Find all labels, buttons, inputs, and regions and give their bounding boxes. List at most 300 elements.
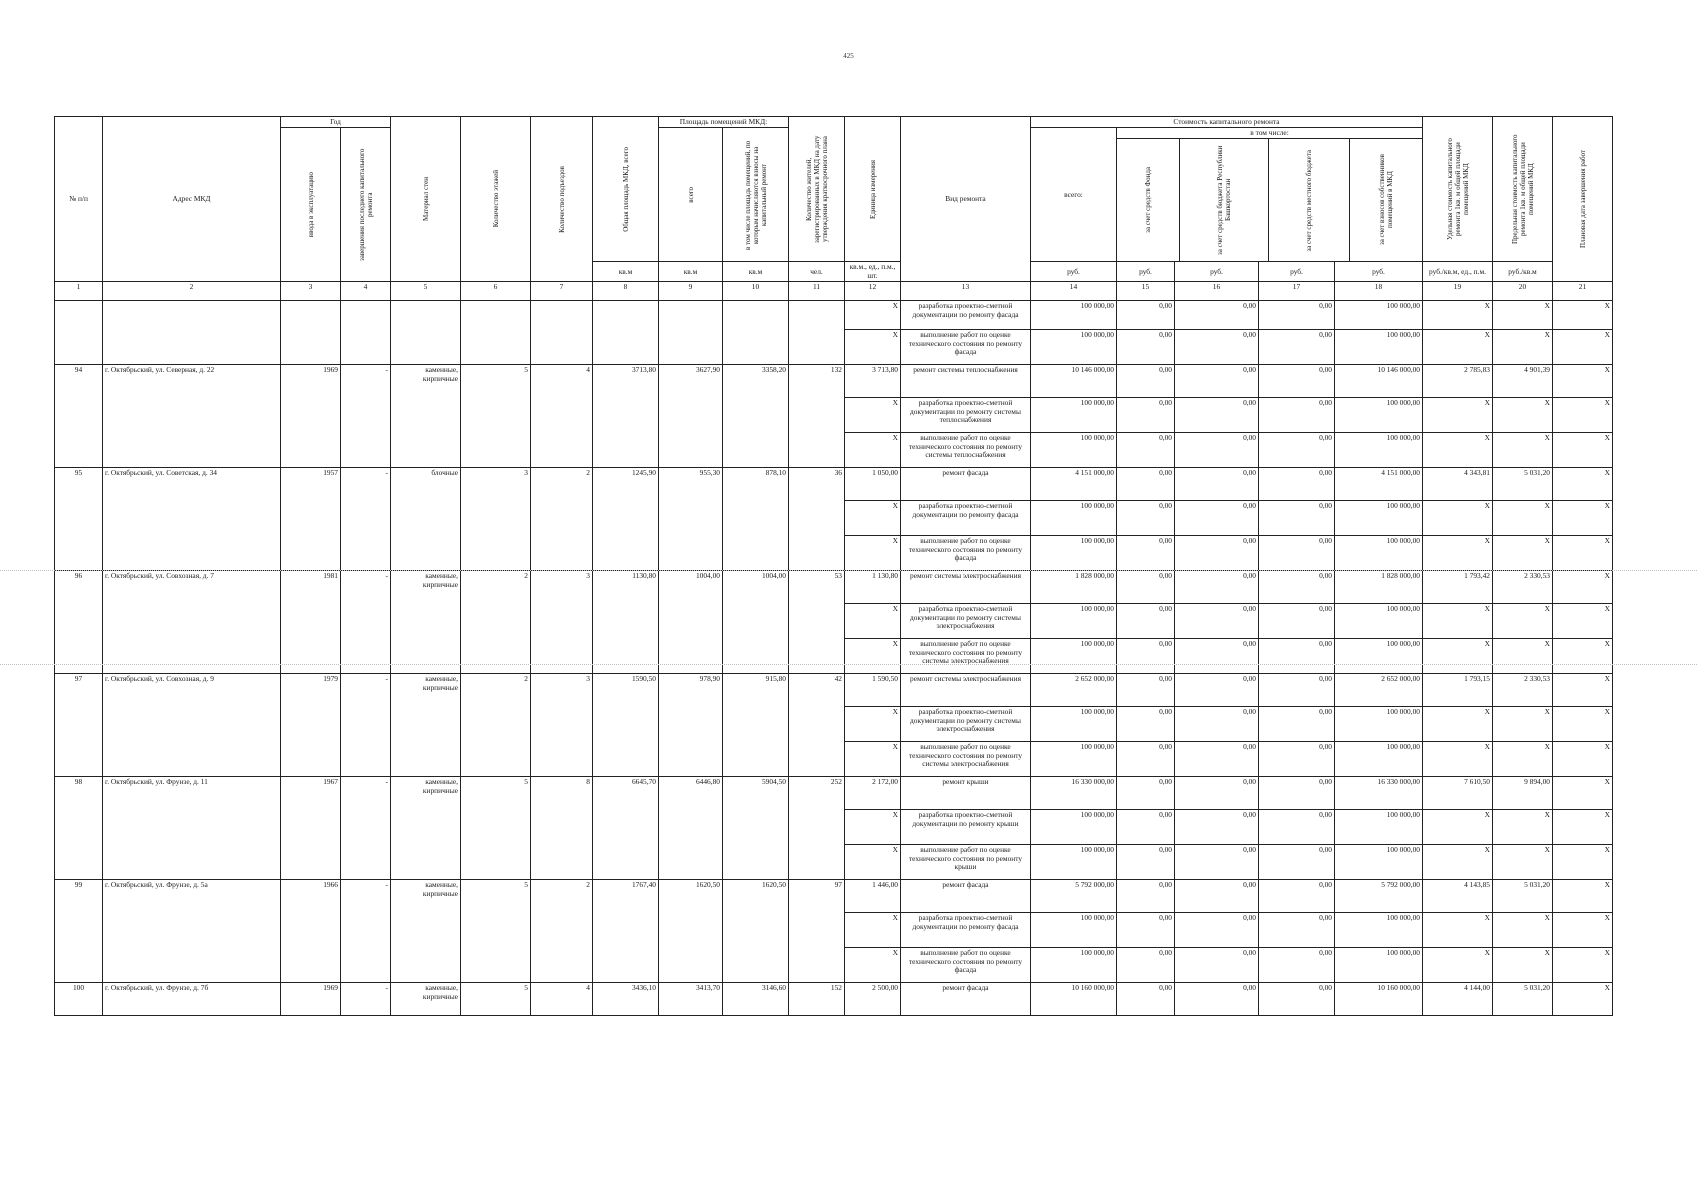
header-c21: Плановая дата завершения работ <box>1553 117 1613 282</box>
column-number: 20 <box>1493 282 1553 301</box>
cost-total: 4 151 000,00 <box>1031 468 1117 501</box>
premises-area: 955,30 <box>659 468 723 571</box>
repair-type: разработка проектно-сметной документации по ремонту системы теплоснабжения <box>901 398 1031 433</box>
completion-date: X <box>1553 301 1613 330</box>
specific-cost: X <box>1423 810 1493 845</box>
limit-cost: X <box>1493 433 1553 468</box>
completion-date: X <box>1553 913 1613 948</box>
entrances: 2 <box>531 468 593 571</box>
cost-local-budget: 0,00 <box>1259 777 1335 810</box>
limit-cost: X <box>1493 913 1553 948</box>
cost-owners: 100 000,00 <box>1335 707 1423 742</box>
fee-area: 878,10 <box>723 468 789 571</box>
completion-date: X <box>1553 845 1613 880</box>
total-area: 1130,80 <box>593 571 659 674</box>
repair-type: ремонт системы электроснабжения <box>901 674 1031 707</box>
unit-value: X <box>845 639 901 674</box>
unit-value: 1 446,00 <box>845 880 901 913</box>
wall-material: каменные, кирпичные <box>391 365 461 468</box>
header-c16: за счет средств бюджета Республики Башкортостан <box>1216 145 1232 256</box>
header-area-group: Площадь помещений МКД: <box>659 117 789 128</box>
capital-repair-table <box>54 116 1613 1016</box>
column-number: 6 <box>461 282 531 301</box>
completion-date: X <box>1553 433 1613 468</box>
limit-cost: 2 330,53 <box>1493 674 1553 707</box>
unit-value: 3 713,80 <box>845 365 901 398</box>
cost-rb-budget: 0,00 <box>1175 742 1259 777</box>
entrances: 3 <box>531 571 593 674</box>
cost-fund: 0,00 <box>1117 330 1175 365</box>
cost-local-budget: 0,00 <box>1259 845 1335 880</box>
specific-cost: 2 785,83 <box>1423 365 1493 398</box>
unit-value: 2 500,00 <box>845 983 901 1016</box>
cost-owners: 4 151 000,00 <box>1335 468 1423 501</box>
cost-total: 100 000,00 <box>1031 433 1117 468</box>
cost-total: 100 000,00 <box>1031 948 1117 983</box>
limit-cost: 5 031,20 <box>1493 880 1553 913</box>
address: г. Октябрьский, ул. Совхозная, д. 7 <box>103 571 281 674</box>
cost-rb-budget: 0,00 <box>1175 707 1259 742</box>
specific-cost: X <box>1423 301 1493 330</box>
cost-total: 10 146 000,00 <box>1031 365 1117 398</box>
fee-area: 1620,50 <box>723 880 789 983</box>
cost-fund: 0,00 <box>1117 398 1175 433</box>
column-number: 7 <box>531 282 593 301</box>
cost-total: 10 160 000,00 <box>1031 983 1117 1016</box>
premises-area: 978,90 <box>659 674 723 777</box>
limit-cost: X <box>1493 501 1553 536</box>
column-number: 13 <box>901 282 1031 301</box>
specific-cost: X <box>1423 742 1493 777</box>
cost-fund: 0,00 <box>1117 674 1175 707</box>
repair-type: разработка проектно-сметной документации по ремонту фасада <box>901 501 1031 536</box>
repair-type: ремонт фасада <box>901 468 1031 501</box>
unit-value: 1 050,00 <box>845 468 901 501</box>
cost-rb-budget: 0,00 <box>1175 433 1259 468</box>
cost-total: 100 000,00 <box>1031 330 1117 365</box>
residents: 132 <box>789 365 845 468</box>
header-c1: № п/п <box>55 117 103 282</box>
wall-material: каменные, кирпичные <box>391 674 461 777</box>
cost-owners: 100 000,00 <box>1335 845 1423 880</box>
cost-fund: 0,00 <box>1117 742 1175 777</box>
header-c13: Вид ремонта <box>901 117 1031 282</box>
total-area: 1767,40 <box>593 880 659 983</box>
year-built: 1981 <box>281 571 341 674</box>
cost-local-budget: 0,00 <box>1259 433 1335 468</box>
address: г. Октябрьский, ул. Фрунзе, д. 11 <box>103 777 281 880</box>
residents: 97 <box>789 880 845 983</box>
year-built: 1979 <box>281 674 341 777</box>
unit-value: X <box>845 810 901 845</box>
header-c15: за счет средств Фонда <box>1144 167 1152 234</box>
header-c4: завершения последнего капитального ремонта <box>341 128 391 282</box>
cost-total: 100 000,00 <box>1031 501 1117 536</box>
premises-area: 3627,90 <box>659 365 723 468</box>
empty-cell <box>723 301 789 365</box>
cost-local-budget: 0,00 <box>1259 301 1335 330</box>
header-c12: Единица измерения <box>845 117 901 262</box>
cost-total: 2 652 000,00 <box>1031 674 1117 707</box>
floors: 5 <box>461 777 531 880</box>
column-number: 12 <box>845 282 901 301</box>
cost-fund: 0,00 <box>1117 948 1175 983</box>
header-c17: за счет средств местного бюджета <box>1305 149 1313 252</box>
entrances: 2 <box>531 880 593 983</box>
residents: 53 <box>789 571 845 674</box>
cost-local-budget: 0,00 <box>1259 330 1335 365</box>
last-repair: - <box>341 365 391 468</box>
cost-local-budget: 0,00 <box>1259 604 1335 639</box>
limit-cost: X <box>1493 948 1553 983</box>
header-c3: ввода в эксплуатацию <box>281 128 341 282</box>
cost-total: 16 330 000,00 <box>1031 777 1117 810</box>
column-number: 4 <box>341 282 391 301</box>
cost-fund: 0,00 <box>1117 777 1175 810</box>
unit-c12: кв.м., ед., п.м., шт. <box>845 262 901 282</box>
cost-total: 100 000,00 <box>1031 536 1117 571</box>
unit-c9: кв.м <box>659 262 723 282</box>
premises-area: 6446,80 <box>659 777 723 880</box>
repair-type: разработка проектно-сметной документации по ремонту фасада <box>901 301 1031 330</box>
row-number: 99 <box>55 880 103 983</box>
limit-cost: X <box>1493 604 1553 639</box>
cost-local-budget: 0,00 <box>1259 536 1335 571</box>
cost-rb-budget: 0,00 <box>1175 501 1259 536</box>
column-number: 2 <box>103 282 281 301</box>
unit-value: X <box>845 845 901 880</box>
cost-rb-budget: 0,00 <box>1175 330 1259 365</box>
year-built: 1969 <box>281 983 341 1016</box>
completion-date: X <box>1553 880 1613 913</box>
repair-type: ремонт системы теплоснабжения <box>901 365 1031 398</box>
completion-date: X <box>1553 639 1613 674</box>
column-number: 1 <box>55 282 103 301</box>
cost-owners: 10 160 000,00 <box>1335 983 1423 1016</box>
completion-date: X <box>1553 777 1613 810</box>
last-repair: - <box>341 571 391 674</box>
cost-fund: 0,00 <box>1117 983 1175 1016</box>
limit-cost: 2 330,53 <box>1493 571 1553 604</box>
completion-date: X <box>1553 536 1613 571</box>
repair-type: разработка проектно-сметной документации по ремонту крыши <box>901 810 1031 845</box>
unit-c20: руб./кв.м <box>1493 262 1553 282</box>
cost-rb-budget: 0,00 <box>1175 983 1259 1016</box>
wall-material: каменные, кирпичные <box>391 571 461 674</box>
cost-owners: 100 000,00 <box>1335 433 1423 468</box>
table-row <box>55 674 1613 707</box>
cost-total: 100 000,00 <box>1031 913 1117 948</box>
specific-cost: X <box>1423 536 1493 571</box>
cost-owners: 100 000,00 <box>1335 948 1423 983</box>
cost-rb-budget: 0,00 <box>1175 398 1259 433</box>
header-c11: Количество жителей, зарегистрированных в МКД на дату утверждения краткосрочного плана <box>789 117 845 262</box>
cost-total: 100 000,00 <box>1031 707 1117 742</box>
cost-rb-budget: 0,00 <box>1175 845 1259 880</box>
column-number: 14 <box>1031 282 1117 301</box>
repair-type: ремонт крыши <box>901 777 1031 810</box>
header-c5: Материал стен <box>391 117 461 282</box>
row-number: 100 <box>55 983 103 1016</box>
page-number: 425 <box>843 52 854 60</box>
cost-local-budget: 0,00 <box>1259 880 1335 913</box>
header-c9: всего <box>659 128 723 262</box>
address: г. Октябрьский, ул. Фрунзе, д. 7б <box>103 983 281 1016</box>
row-number: 94 <box>55 365 103 468</box>
limit-cost: X <box>1493 845 1553 880</box>
header-c10: в том числе площадь помещений, по которым начисляются взносы на капитальный ремонт <box>723 128 789 262</box>
cost-local-budget: 0,00 <box>1259 948 1335 983</box>
unit-value: X <box>845 536 901 571</box>
residents: 252 <box>789 777 845 880</box>
row-number: 96 <box>55 571 103 674</box>
completion-date: X <box>1553 571 1613 604</box>
column-number: 15 <box>1117 282 1175 301</box>
empty-cell <box>789 301 845 365</box>
cost-rb-budget: 0,00 <box>1175 571 1259 604</box>
address: г. Октябрьский, ул. Северная, д. 22 <box>103 365 281 468</box>
unit-c10: кв.м <box>723 262 789 282</box>
header-incl-group: в том числе: за счет средств Фонда за счет средств бюджета Республики Башкортостан за счет средств местного бюджета за счет взносов собственников помещений в МКД <box>1117 128 1423 262</box>
specific-cost: X <box>1423 845 1493 880</box>
completion-date: X <box>1553 948 1613 983</box>
repair-type: выполнение работ по оценке технического состояния по ремонту фасада <box>901 536 1031 571</box>
fee-area: 1004,00 <box>723 571 789 674</box>
total-area: 1590,50 <box>593 674 659 777</box>
cost-owners: 100 000,00 <box>1335 398 1423 433</box>
fee-area: 3358,20 <box>723 365 789 468</box>
cost-fund: 0,00 <box>1117 845 1175 880</box>
total-area: 3713,80 <box>593 365 659 468</box>
floors: 2 <box>461 571 531 674</box>
repair-type: ремонт фасада <box>901 880 1031 913</box>
cost-rb-budget: 0,00 <box>1175 639 1259 674</box>
cost-fund: 0,00 <box>1117 810 1175 845</box>
table-header <box>55 117 1613 282</box>
cost-rb-budget: 0,00 <box>1175 536 1259 571</box>
cost-fund: 0,00 <box>1117 501 1175 536</box>
column-number: 9 <box>659 282 723 301</box>
specific-cost: X <box>1423 948 1493 983</box>
cost-total: 100 000,00 <box>1031 845 1117 880</box>
unit-value: X <box>845 604 901 639</box>
specific-cost: X <box>1423 913 1493 948</box>
cost-rb-budget: 0,00 <box>1175 880 1259 913</box>
residents: 152 <box>789 983 845 1016</box>
premises-area: 3413,70 <box>659 983 723 1016</box>
repair-type: выполнение работ по оценке технического состояния по ремонту системы теплоснабжения <box>901 433 1031 468</box>
cost-local-budget: 0,00 <box>1259 571 1335 604</box>
empty-cell <box>531 301 593 365</box>
completion-date: X <box>1553 674 1613 707</box>
unit-value: X <box>845 433 901 468</box>
completion-date: X <box>1553 742 1613 777</box>
table-body <box>55 282 1613 1016</box>
specific-cost: X <box>1423 330 1493 365</box>
cost-owners: 100 000,00 <box>1335 913 1423 948</box>
fee-area: 915,80 <box>723 674 789 777</box>
specific-cost: 1 793,42 <box>1423 571 1493 604</box>
floors: 5 <box>461 365 531 468</box>
column-number: 18 <box>1335 282 1423 301</box>
wall-material: каменные, кирпичные <box>391 880 461 983</box>
completion-date: X <box>1553 810 1613 845</box>
cost-fund: 0,00 <box>1117 301 1175 330</box>
last-repair: - <box>341 468 391 571</box>
last-repair: - <box>341 777 391 880</box>
floors: 2 <box>461 674 531 777</box>
entrances: 4 <box>531 365 593 468</box>
empty-cell <box>461 301 531 365</box>
unit-c14: руб. <box>1031 262 1117 282</box>
column-number: 8 <box>593 282 659 301</box>
cost-owners: 1 828 000,00 <box>1335 571 1423 604</box>
limit-cost: X <box>1493 301 1553 330</box>
unit-c19: руб./кв.м, ед., п.м. <box>1423 262 1493 282</box>
repair-type: ремонт системы электроснабжения <box>901 571 1031 604</box>
wall-material: каменные, кирпичные <box>391 777 461 880</box>
cost-fund: 0,00 <box>1117 639 1175 674</box>
specific-cost: 1 793,15 <box>1423 674 1493 707</box>
unit-value: X <box>845 398 901 433</box>
completion-date: X <box>1553 365 1613 398</box>
cost-fund: 0,00 <box>1117 571 1175 604</box>
cost-rb-budget: 0,00 <box>1175 301 1259 330</box>
cost-fund: 0,00 <box>1117 536 1175 571</box>
cost-local-budget: 0,00 <box>1259 468 1335 501</box>
empty-cell <box>341 301 391 365</box>
table-row <box>55 777 1613 810</box>
header-c2: Адрес МКД <box>103 117 281 282</box>
cost-rb-budget: 0,00 <box>1175 468 1259 501</box>
empty-cell <box>659 301 723 365</box>
wall-material: каменные, кирпичные <box>391 983 461 1016</box>
header-c20: Предельная стоимость капитального ремонта 1кв. м общей площади помещений МКД <box>1493 117 1553 262</box>
limit-cost: X <box>1493 330 1553 365</box>
header-c19: Удельная стоимость капитального ремонта 1кв. м общей площади помещений МКД <box>1423 117 1493 262</box>
cost-owners: 2 652 000,00 <box>1335 674 1423 707</box>
entrances: 8 <box>531 777 593 880</box>
residents: 36 <box>789 468 845 571</box>
specific-cost: X <box>1423 433 1493 468</box>
floors: 5 <box>461 880 531 983</box>
cost-local-budget: 0,00 <box>1259 501 1335 536</box>
year-built: 1969 <box>281 365 341 468</box>
header-year-group: Год <box>281 117 391 128</box>
cost-rb-budget: 0,00 <box>1175 604 1259 639</box>
repair-type: разработка проектно-сметной документации по ремонту системы электроснабжения <box>901 604 1031 639</box>
unit-c8: кв.м <box>593 262 659 282</box>
header-cost-group: Стоимость капитального ремонта <box>1031 117 1423 128</box>
cost-local-budget: 0,00 <box>1259 674 1335 707</box>
unit-c17: руб. <box>1259 262 1335 282</box>
limit-cost: X <box>1493 536 1553 571</box>
cost-fund: 0,00 <box>1117 707 1175 742</box>
header-c18: за счет взносов собственников помещений в МКД <box>1378 154 1394 246</box>
completion-date: X <box>1553 330 1613 365</box>
cost-total: 100 000,00 <box>1031 301 1117 330</box>
cost-total: 1 828 000,00 <box>1031 571 1117 604</box>
completion-date: X <box>1553 604 1613 639</box>
specific-cost: X <box>1423 398 1493 433</box>
total-area: 6645,70 <box>593 777 659 880</box>
entrances: 4 <box>531 983 593 1016</box>
empty-cell <box>281 301 341 365</box>
column-number: 17 <box>1259 282 1335 301</box>
table-row <box>55 468 1613 501</box>
limit-cost: 9 894,00 <box>1493 777 1553 810</box>
fee-area: 5904,50 <box>723 777 789 880</box>
column-number-row <box>55 282 1613 301</box>
column-number: 21 <box>1553 282 1613 301</box>
limit-cost: X <box>1493 810 1553 845</box>
cost-local-budget: 0,00 <box>1259 707 1335 742</box>
unit-value: X <box>845 948 901 983</box>
cost-total: 100 000,00 <box>1031 742 1117 777</box>
empty-cell <box>103 301 281 365</box>
column-number: 16 <box>1175 282 1259 301</box>
specific-cost: X <box>1423 707 1493 742</box>
cost-owners: 100 000,00 <box>1335 536 1423 571</box>
limit-cost: 5 031,20 <box>1493 468 1553 501</box>
column-number: 10 <box>723 282 789 301</box>
specific-cost: 4 143,85 <box>1423 880 1493 913</box>
repair-type: выполнение работ по оценке технического состояния по ремонту крыши <box>901 845 1031 880</box>
cost-owners: 10 146 000,00 <box>1335 365 1423 398</box>
year-built: 1957 <box>281 468 341 571</box>
table-row <box>55 880 1613 913</box>
empty-cell <box>391 301 461 365</box>
cost-fund: 0,00 <box>1117 433 1175 468</box>
completion-date: X <box>1553 501 1613 536</box>
limit-cost: 4 901,39 <box>1493 365 1553 398</box>
cost-local-budget: 0,00 <box>1259 983 1335 1016</box>
completion-date: X <box>1553 468 1613 501</box>
cost-rb-budget: 0,00 <box>1175 948 1259 983</box>
repair-type: разработка проектно-сметной документации по ремонту системы электроснабжения <box>901 707 1031 742</box>
cost-local-budget: 0,00 <box>1259 913 1335 948</box>
unit-c18: руб. <box>1335 262 1423 282</box>
year-built: 1967 <box>281 777 341 880</box>
limit-cost: X <box>1493 398 1553 433</box>
empty-cell <box>55 301 103 365</box>
cost-owners: 100 000,00 <box>1335 810 1423 845</box>
row-number: 95 <box>55 468 103 571</box>
year-built: 1966 <box>281 880 341 983</box>
cost-fund: 0,00 <box>1117 604 1175 639</box>
unit-c11: чел. <box>789 262 845 282</box>
cost-rb-budget: 0,00 <box>1175 810 1259 845</box>
cost-local-budget: 0,00 <box>1259 398 1335 433</box>
completion-date: X <box>1553 983 1613 1016</box>
specific-cost: X <box>1423 604 1493 639</box>
limit-cost: 5 031,20 <box>1493 983 1553 1016</box>
fee-area: 3146,60 <box>723 983 789 1016</box>
unit-value: X <box>845 330 901 365</box>
address: г. Октябрьский, ул. Советская, д. 34 <box>103 468 281 571</box>
cost-rb-budget: 0,00 <box>1175 777 1259 810</box>
column-number: 3 <box>281 282 341 301</box>
cost-local-budget: 0,00 <box>1259 810 1335 845</box>
cost-local-budget: 0,00 <box>1259 742 1335 777</box>
header-c14: всего: <box>1031 128 1117 262</box>
cost-total: 100 000,00 <box>1031 639 1117 674</box>
floors: 5 <box>461 983 531 1016</box>
unit-value: X <box>845 501 901 536</box>
premises-area: 1004,00 <box>659 571 723 674</box>
header-c7: Количество подъездов <box>531 117 593 282</box>
cost-rb-budget: 0,00 <box>1175 674 1259 707</box>
